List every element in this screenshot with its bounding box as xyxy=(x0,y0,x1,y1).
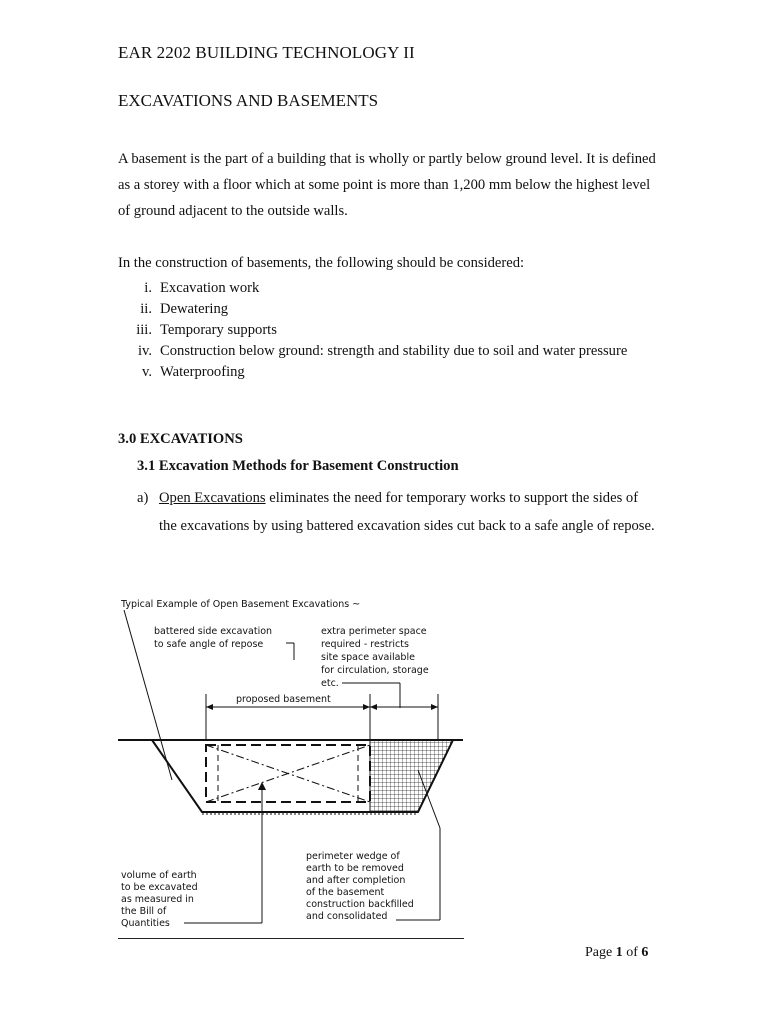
dim-arrowhead xyxy=(431,704,438,710)
label-volume-line5: Quantities xyxy=(121,918,170,929)
list-text: Dewatering xyxy=(160,301,229,317)
page-label: Page xyxy=(585,945,616,960)
intro-paragraph: A basement is the part of a building that is wholly or partly below ground level. It is defined as a storey with a floor which at some point is more than 1,200 mm below the highest level of ground adjacent to the outside walls. xyxy=(118,151,656,219)
item-marker: a) xyxy=(137,490,149,506)
dim-arrowhead xyxy=(363,704,370,710)
current-page: 1 xyxy=(615,945,623,960)
label-battered-line2: to safe angle of repose xyxy=(154,639,264,650)
list-item xyxy=(118,341,658,362)
dim-arrowhead xyxy=(370,704,377,710)
total-pages: 6 xyxy=(641,945,649,960)
label-wedge-line2: earth to be removed xyxy=(306,863,404,874)
list-item xyxy=(118,299,658,320)
section-heading: 3.0 EXCAVATIONS xyxy=(118,431,243,447)
considerations-list xyxy=(118,278,658,383)
label-wedge-line5: construction backfilled xyxy=(306,899,414,910)
list-text: Temporary supports xyxy=(160,322,277,338)
list-number: ii. xyxy=(140,301,152,317)
list-item xyxy=(118,362,658,383)
list-text: Construction below ground: strength and stability due to soil and water pressure xyxy=(160,343,628,359)
label-perimeter-line5: etc. xyxy=(321,678,339,689)
label-volume-line2: to be excavated xyxy=(121,882,198,893)
item-term: Open Excavations xyxy=(159,490,266,506)
open-excavation-figure xyxy=(118,590,468,940)
label-basement: proposed basement xyxy=(236,694,331,705)
item-text xyxy=(137,484,657,540)
footer-divider xyxy=(118,938,464,939)
course-title: EAR 2202 BUILDING TECHNOLOGY II xyxy=(118,43,415,62)
label-volume-line3: as measured in xyxy=(121,894,194,905)
list-text: Waterproofing xyxy=(160,364,245,380)
subsection-heading: 3.1 Excavation Methods for Basement Construction xyxy=(137,458,459,474)
list-item xyxy=(118,320,658,341)
open-excavations-item xyxy=(137,484,657,540)
list-item xyxy=(118,278,658,299)
backfill-wedge xyxy=(370,740,453,812)
label-wedge-line1: perimeter wedge of xyxy=(306,851,400,862)
label-volume-line4: the Bill of xyxy=(121,906,167,917)
label-perimeter-line1: extra perimeter space xyxy=(321,626,427,637)
label-battered-line1: battered side excavation xyxy=(154,626,273,637)
label-volume-line1: volume of earth xyxy=(121,870,197,881)
list-number: iv. xyxy=(137,343,152,359)
considerations-intro: In the construction of basements, the following should be considered: xyxy=(118,255,525,271)
label-perimeter-line2: required - restricts xyxy=(321,639,409,650)
label-perimeter-line4: for circulation, storage xyxy=(321,665,429,676)
label-wedge-line6: and consolidated xyxy=(306,911,388,922)
figure-title: Typical Example of Open Basement Excavations ~ xyxy=(121,599,361,610)
excavation-diagram xyxy=(118,590,468,940)
label-wedge-line4: of the basement xyxy=(306,887,385,898)
page-of: of xyxy=(622,945,642,960)
leader-volume-arrowhead xyxy=(258,782,266,790)
item-description: eliminates the need for temporary works to support the sides of the excavations by using battered excavation sides cut back to a safe angle of repose. xyxy=(159,490,655,534)
list-number: iii. xyxy=(136,322,152,338)
list-number: v. xyxy=(142,364,152,380)
label-wedge-line3: and after completion xyxy=(306,875,406,886)
dim-arrowhead xyxy=(206,704,213,710)
document-title: EXCAVATIONS AND BASEMENTS xyxy=(118,91,379,110)
list-number: i. xyxy=(144,280,152,296)
label-perimeter-line3: site space available xyxy=(321,652,415,663)
list-text: Excavation work xyxy=(160,280,260,296)
page-number xyxy=(585,945,648,961)
